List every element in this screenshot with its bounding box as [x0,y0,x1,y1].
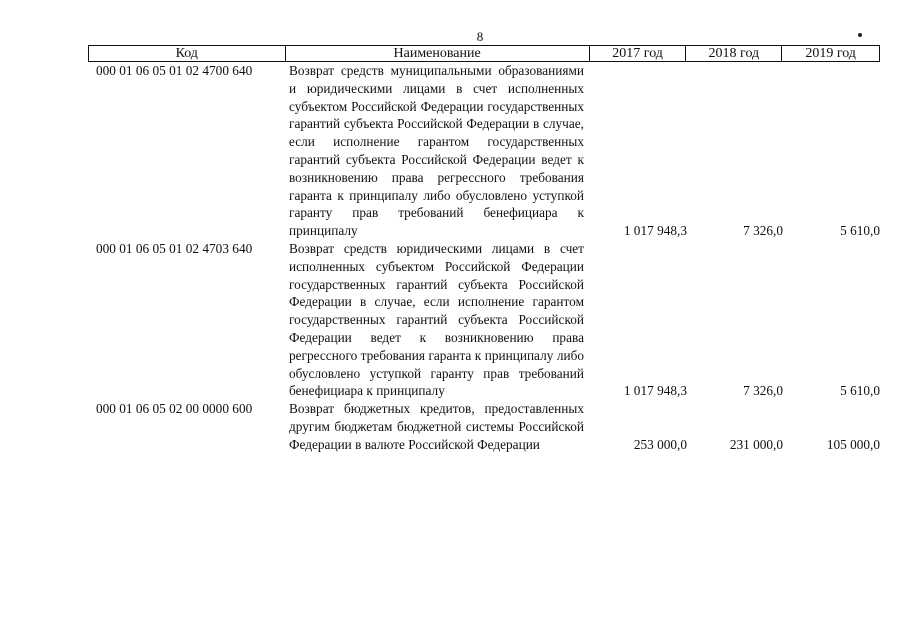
table-header-row [88,45,880,62]
scan-dot-mark [858,33,862,37]
row-name: Возврат бюджетных кредитов, предоставленных другим бюджетам бюджетной системы Российской Федерации в валюте Российской Федерации [289,401,584,452]
page-number: 8 [476,29,484,44]
row-value-2018: 7 326,0 [743,223,783,239]
row-name: Возврат средств юридическими лицами в счет исполненных субъектом Российской Федерации государственных гарантий субъекта Российской Федерации в случае, если исполнение гарантом государственных гарантий субъекта Российской Федерации ведет к возникновению права регрессного требования гаранта к принципалу либо обусловлено уступкой гаранту прав требований бенефициара к принципалу [289,240,584,399]
row-value-2019: 5 610,0 [840,383,880,399]
row-code: 000 01 06 05 01 02 4703 640 [96,240,253,256]
row-value-2018: 7 326,0 [743,383,783,399]
header-2018: 2018 год [686,46,782,61]
row-code: 000 01 06 05 01 02 4700 640 [96,63,253,78]
header-2019: 2019 год [805,46,856,61]
header-code: Код [89,46,286,61]
table-row [88,240,880,400]
row-value-2017: 1 017 948,3 [623,383,687,399]
budget-table [88,45,880,454]
table-row [88,62,880,240]
row-name: Возврат средств муниципальными образованиями и юридическими лицами в счет исполненных субъектом Российской Федерации государственных гарантий субъекта Российской Федерации в случае, если исполнение гарантом государственных гарантий субъекта Российской Федерации ведет к возникновению права регрессного требования гаранта к принципалу либо обусловлено уступкой гаранту прав требований бенефициара к принципалу [289,63,584,239]
row-value-2019: 105 000,0 [826,436,880,452]
row-value-2017: 253 000,0 [633,436,687,452]
row-value-2018: 231 000,0 [729,436,783,452]
header-2017: 2017 год [590,46,687,61]
table-row [88,400,880,453]
row-value-2017: 1 017 948,3 [623,223,687,239]
header-name: Наименование [286,46,590,61]
row-value-2019: 5 610,0 [840,223,880,239]
row-code: 000 01 06 05 02 00 0000 600 [96,401,253,417]
